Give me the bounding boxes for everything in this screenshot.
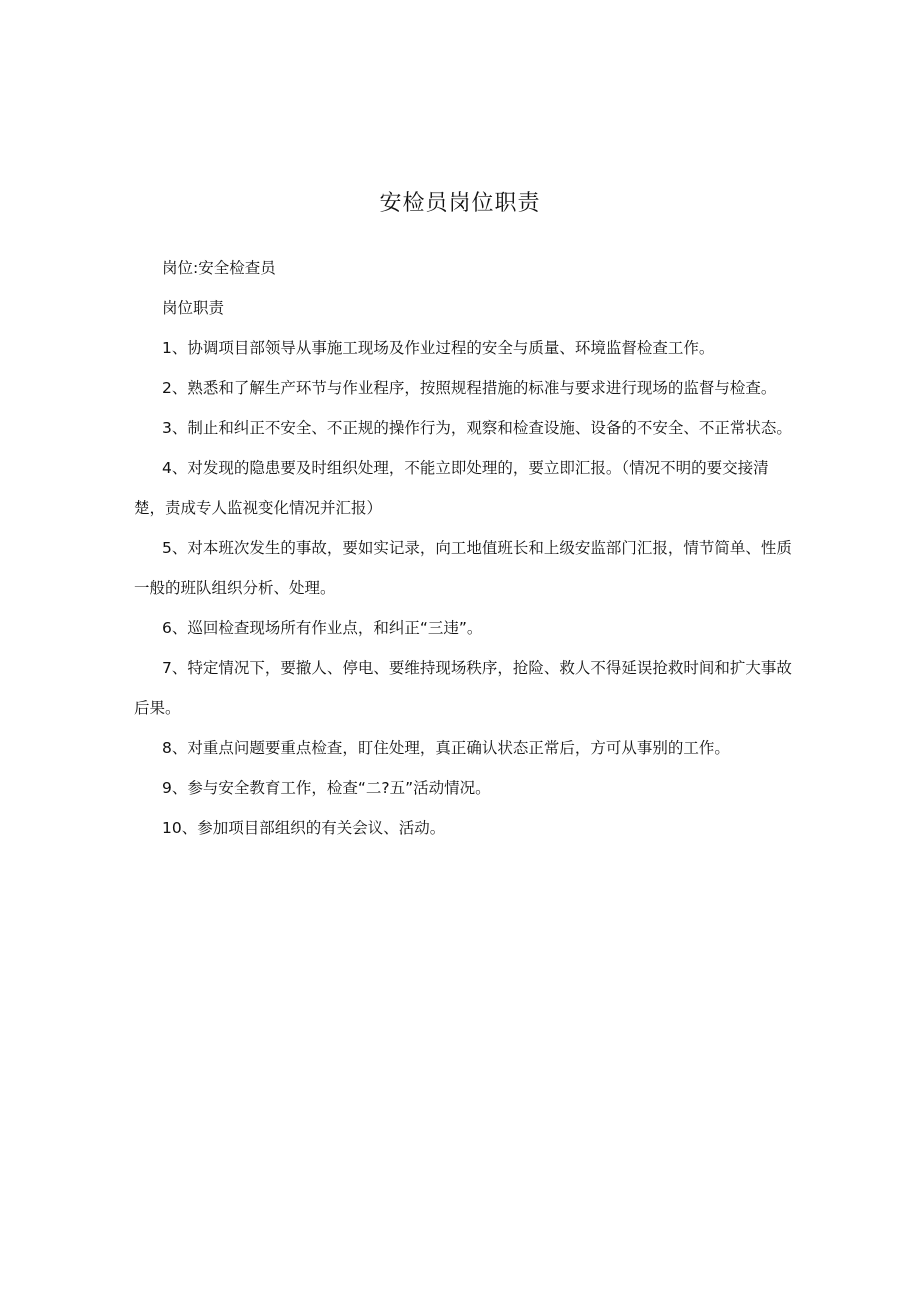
duty-item-5: 5、对本班次发生的事故，要如实记录，向工地值班长和上级安监部门汇报，情节简单、性质一般的班队组织分析、处理。 — [134, 539, 792, 597]
post-line: 岗位:安全检查员 — [162, 259, 276, 277]
duty-item-9: 9、参与安全教育工作，检查“二?五”活动情况。 — [162, 779, 491, 797]
section-heading: 岗位职责 — [162, 299, 225, 317]
duty-item-3: 3、制止和纠正不安全、不正规的操作行为，观察和检查设施、设备的不安全、不正常状态。 — [162, 419, 792, 437]
duty-item-4: 4、对发现的隐患要及时组织处理，不能立即处理的，要立即汇报。（情况不明的要交接清楚，责成专人监视变化情况并汇报） — [134, 459, 769, 517]
document-title: 安检员岗位职责 — [379, 191, 541, 216]
duty-item-1: 1、协调项目部领导从事施工现场及作业过程的安全与质量、环境监督检查工作。 — [162, 339, 715, 357]
duty-item-8: 8、对重点问题要重点检查，盯住处理，真正确认状态正常后，方可从事别的工作。 — [162, 739, 730, 757]
duty-item-10: 10、参加项目部组织的有关会议、活动。 — [162, 819, 446, 837]
duty-item-6: 6、巡回检查现场所有作业点，和纠正“三违”。 — [162, 619, 483, 637]
document-body — [134, 248, 794, 848]
duty-item-2: 2、熟悉和了解生产环节与作业程序，按照规程措施的标准与要求进行现场的监督与检查。 — [162, 379, 777, 397]
duty-item-7: 7、特定情况下，要撤人、停电、要维持现场秩序，抢险、救人不得延误抢救时间和扩大事故后果。 — [134, 659, 792, 717]
